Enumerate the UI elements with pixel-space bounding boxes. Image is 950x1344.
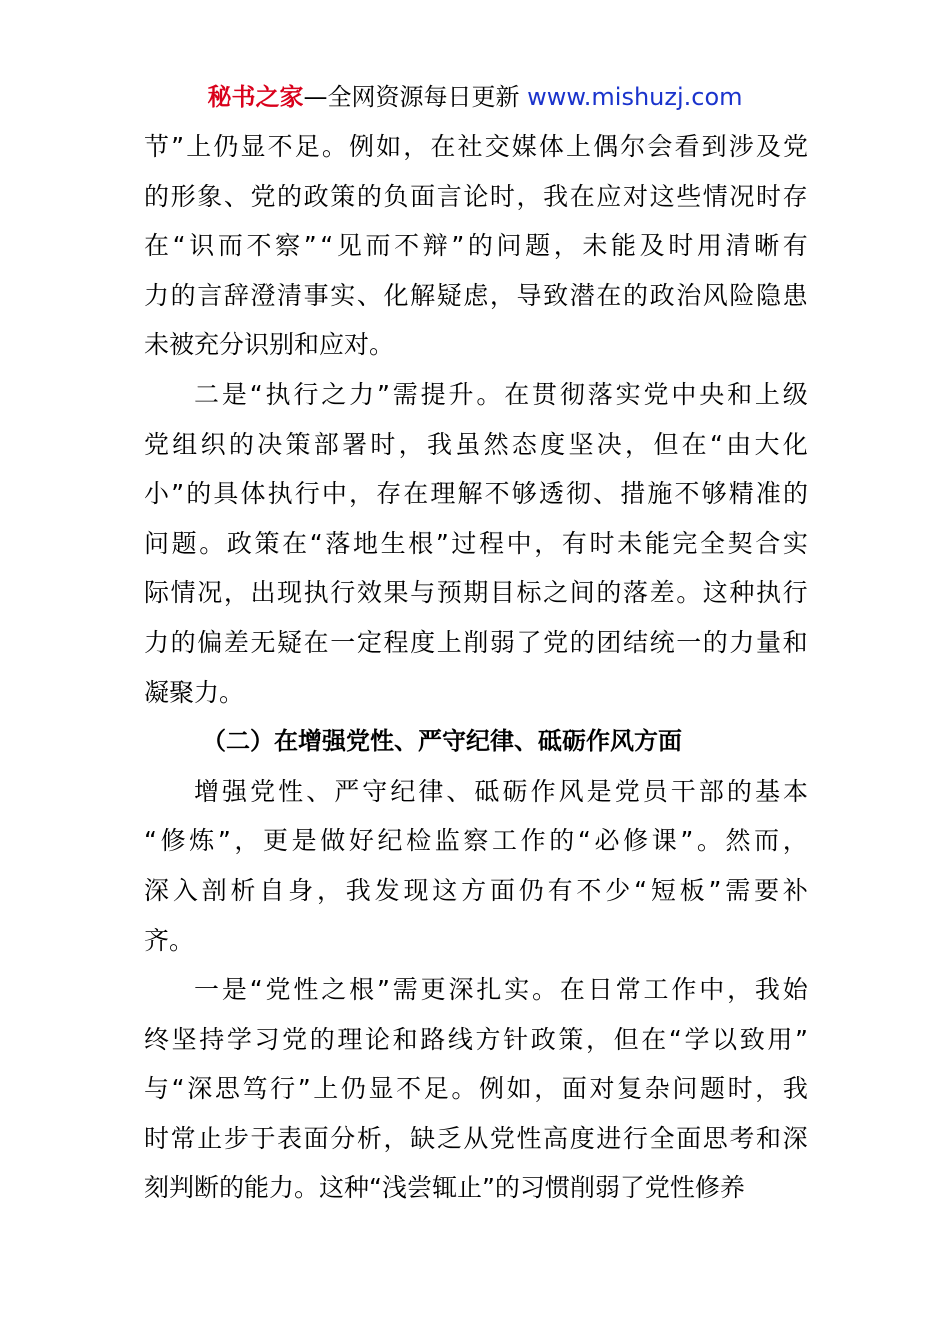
text-line: 深 入 剖 析 自 身 ， 我 发 现 这 方 面 仍 有 不 少 “ 短 板 ” 需 要 补 — [144, 875, 808, 905]
page-header — [0, 80, 950, 114]
text-line: 增 强 党 性 、 严 守 纪 律 、 砥 砺 作 风 是 党 员 干 部 的 基 本 — [194, 776, 808, 806]
header-tagline: —全网资源每日更新 — [303, 83, 528, 111]
text-line: 节 ” 上 仍 显 不 足 。 例 如 ， 在 社 交 媒 体 上 偶 尔 会 看 到 涉 及 党 — [144, 132, 808, 161]
text-line: 一 是 “ 党 性 之 根 ” 需 更 深 扎 实 。 在 日 常 工 作 中 ， 我 始 — [194, 975, 808, 1005]
text-line: 的 形 象 、 党 的 政 策 的 负 面 言 论 时 ， 我 在 应 对 这 些 情 况 时 存 — [144, 181, 808, 211]
paragraph-continuation — [144, 122, 808, 370]
paragraph — [144, 767, 808, 965]
text-line: 二 是 “ 执 行 之 力 ” 需 提 升 。 在 贯 彻 落 实 党 中 央 和 上 级 — [194, 379, 808, 409]
document-body — [144, 122, 808, 1213]
text-line: 际 情 况 ， 出 现 执 行 效 果 与 预 期 目 标 之 间 的 落 差 。 这 种 执 行 — [144, 578, 808, 608]
paragraph — [144, 965, 808, 1213]
site-url-link[interactable]: www.mishuzj.com — [527, 83, 743, 111]
paragraph — [144, 370, 808, 717]
text-line: 未被充分识别和应对。 — [144, 330, 395, 360]
text-line: 问 题 。 政 策 在 “ 落 地 生 根 ” 过 程 中 ， 有 时 未 能 完 全 契 合 实 — [144, 528, 808, 558]
brand-name: 秘书之家 — [207, 83, 304, 111]
text-line: 党 组 织 的 决 策 部 署 时 ， 我 虽 然 态 度 坚 决 ， 但 在 “ 由 大 化 — [144, 429, 808, 459]
text-line: 时 常 止 步 于 表 面 分 析 ， 缺 乏 从 党 性 高 度 进 行 全 面 思 考 和 深 — [144, 1123, 808, 1153]
text-line: 在 “ 识 而 不 察 ” “ 见 而 不 辩 ” 的 问 题 ， 未 能 及 时 用 清 晰 有 — [144, 231, 808, 261]
text-line: 齐。 — [144, 925, 195, 955]
section-heading: （二）在增强党性、严守纪律、砥砺作风方面 — [202, 727, 682, 756]
text-line: 小 ” 的 具 体 执 行 中 ， 存 在 理 解 不 够 透 彻 、 措 施 不 够 精 准 的 — [144, 479, 808, 509]
text-line: “ 修 炼 ” ， 更 是 做 好 纪 检 监 察 工 作 的 “ 必 修 课 ” 。 然 而 ， — [144, 826, 808, 856]
text-line: 凝聚力。 — [144, 677, 245, 707]
text-line: 刻判断的能力。这种“浅尝辄止”的习惯削弱了党性修养 — [144, 1173, 745, 1203]
text-line: 力 的 偏 差 无 疑 在 一 定 程 度 上 削 弱 了 党 的 团 结 统 一 的 力 量 和 — [144, 627, 808, 657]
text-line: 与 “ 深 思 笃 行 ” 上 仍 显 不 足 。 例 如 ， 面 对 复 杂 问 题 时 ， 我 — [144, 1074, 808, 1104]
text-line: 力 的 言 辞 澄 清 事 实 、 化 解 疑 虑 ， 导 致 潜 在 的 政 治 风 险 隐 患 — [144, 280, 808, 310]
text-line: 终 坚 持 学 习 党 的 理 论 和 路 线 方 针 政 策 ， 但 在 “ 学 以 致 用 ” — [144, 1024, 808, 1054]
